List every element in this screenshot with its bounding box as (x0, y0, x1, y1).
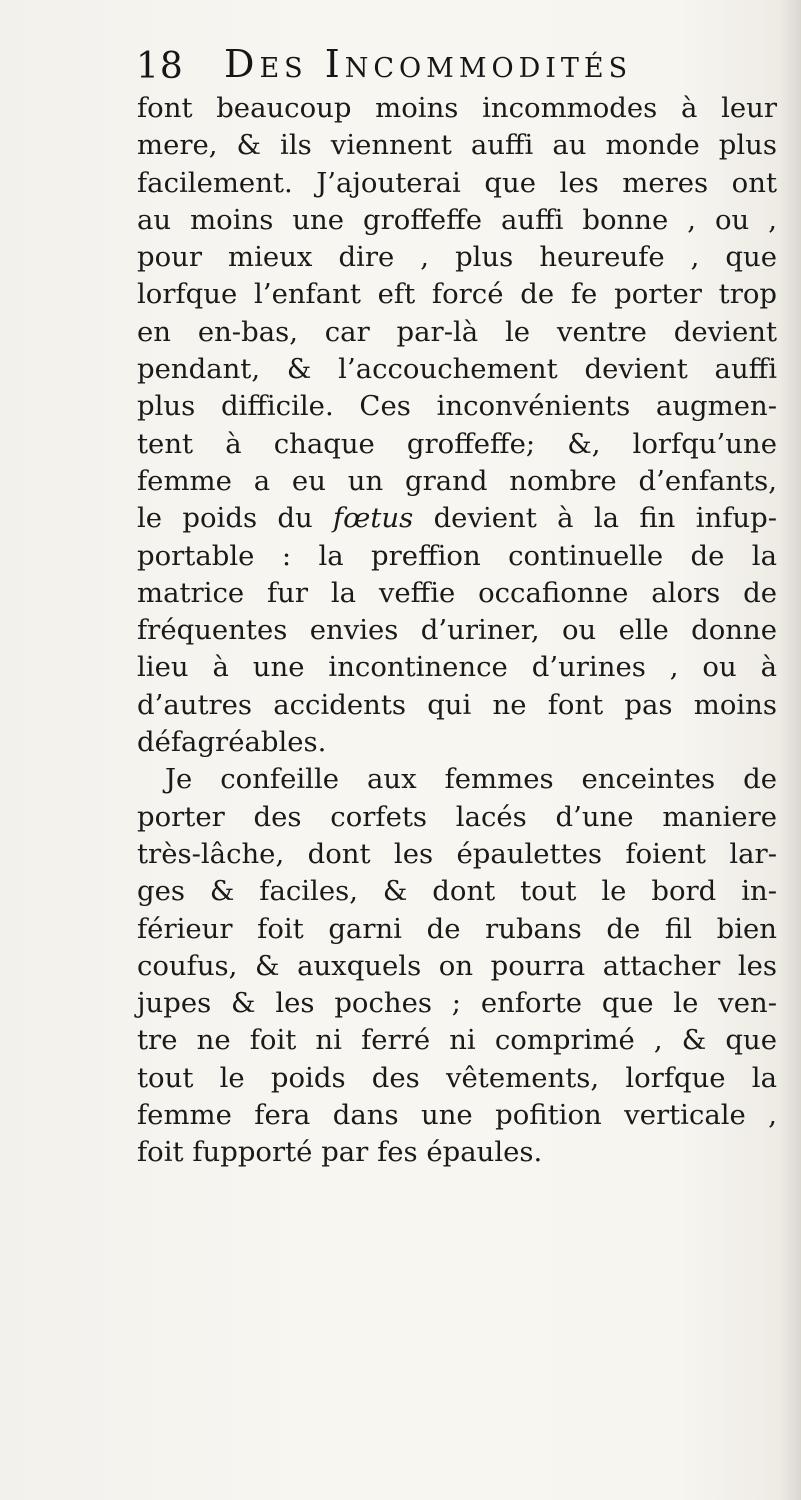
text-line: plus difficile. Ces inconvénients augmen- (137, 390, 777, 423)
text-line: font beaucoup moins incommodes à leur (137, 92, 777, 124)
text-line: portable : la preffion continuelle de la (137, 539, 777, 572)
text-line: jupes & les poches ; enforte que le ven- (137, 987, 777, 1020)
running-title: Des Incommodités (224, 42, 633, 86)
text-line: fréquentes envies d’uriner, ou elle donne (137, 614, 777, 647)
text-line: tent à chaque groffeffe; &, lorfqu’une (137, 427, 777, 460)
body-text (137, 90, 777, 1172)
text-line: mere, & ils viennent auffi au monde plus (137, 129, 777, 162)
text-line: très-lâche, dont les épaulettes foient lar- (137, 837, 777, 870)
text-line: d’autres accidents qui ne font pas moins (137, 688, 777, 721)
text-line: Je confeille aux femmes enceintes de (165, 763, 777, 796)
page-number: 18 (136, 46, 184, 87)
text-line: porter des corfets lacés d’une maniere (137, 800, 777, 833)
text-line: au moins une groffeffe auffi bonne , ou , (137, 203, 777, 236)
text-line: en en-bas, car par-là le ventre devient (137, 315, 777, 348)
text-line: lieu à une incontinence d’urines , ou à (137, 651, 777, 684)
text-line: facilement. J’ajouterai que les meres ont (137, 166, 777, 199)
text-line: ges & faciles, & dont tout le bord in- (137, 875, 777, 908)
text-line: femme fera dans une pofition verticale , (137, 1099, 777, 1132)
text-line: férieur foit garni de rubans de fil bien (137, 912, 777, 945)
text-line: pendant, & l’accouchement devient auffi (137, 353, 777, 386)
text-line: défagréables. (137, 726, 327, 759)
text-fragment: devient à la fin infup- (413, 502, 777, 535)
text-line: foit fupporté par fes épaules. (137, 1136, 543, 1169)
text-fragment: le poids du (137, 502, 333, 535)
text-line: pour mieux dire , plus heureufe , que (137, 241, 777, 274)
page-edge-shadow (779, 0, 801, 1500)
text-line-with-italic (137, 500, 777, 537)
text-line: matrice fur la veffie occafionne alors de (137, 576, 777, 609)
text-line: coufus, & auxquels on pourra attacher les (137, 949, 777, 982)
italic-term: fœtus (333, 502, 414, 535)
text-line: femme a eu un grand nombre d’enfants, (137, 464, 777, 497)
text-line: lorfque l’enfant eft forcé de fe porter trop (137, 278, 777, 311)
running-head (136, 40, 696, 92)
text-line: tout le poids des vêtements, lorfque la (137, 1061, 777, 1094)
text-line: tre ne foit ni ferré ni comprimé , & que (137, 1024, 777, 1057)
